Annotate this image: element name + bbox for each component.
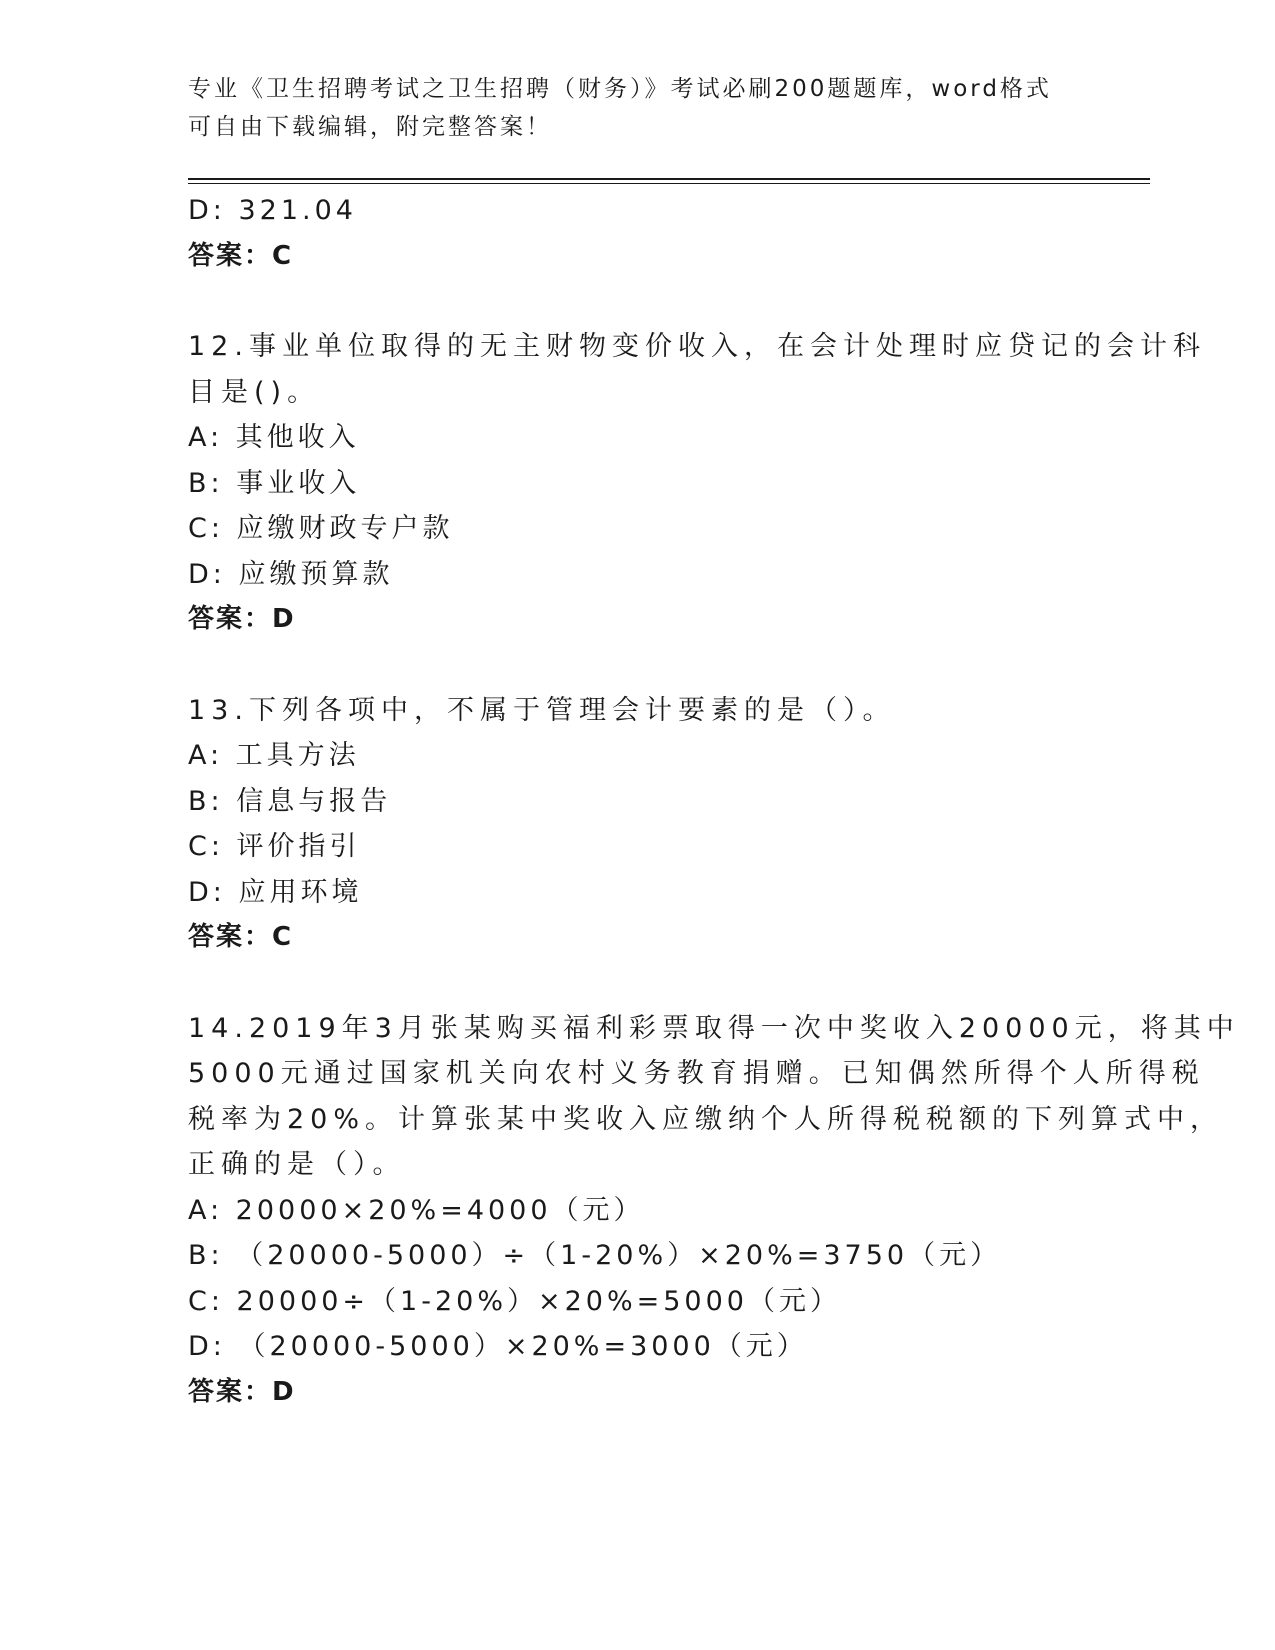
option-c: C: 应缴财政专户款	[188, 513, 454, 544]
option-d: D: （20000-5000）×20%=3000（元）	[188, 1331, 808, 1362]
option-a: A: 工具方法	[188, 740, 360, 771]
answer: 答案：D	[188, 604, 296, 634]
question-stem-line: 12.事业单位取得的无主财物变价收入，在会计处理时应贷记的会计科	[188, 331, 1206, 362]
header-divider	[188, 178, 1150, 180]
answer: 答案：D	[188, 1376, 296, 1407]
option-d: D: 应缴预算款	[188, 558, 394, 590]
spacer	[188, 643, 1088, 688]
option-c: C: 评价指引	[188, 831, 361, 862]
question-stem-line: 税率为20%。计算张某中奖收入应缴纳个人所得税税额的下列算式中，	[188, 1103, 1224, 1135]
page-header: 专业《卫生招聘考试之卫生招聘（财务）》考试必刷200题题库，word格式可自由下载编辑，附完整答案！	[188, 76, 1052, 140]
option-d: D: 应用环境	[188, 876, 363, 908]
option-b: B: 事业收入	[188, 467, 361, 499]
prev-answer: 答案：C	[188, 240, 294, 271]
answer: 答案：C	[188, 922, 294, 952]
header-divider-thin	[188, 183, 1150, 184]
prev-option-d: D: 321.04	[188, 195, 357, 226]
spacer	[188, 961, 1088, 1006]
question-13	[188, 688, 1088, 961]
question-stem-line: 5000元通过国家机关向农村义务教育捐赠。已知偶然所得个人所得税	[188, 1058, 1205, 1089]
question-stem-line: 13.下列各项中，不属于管理会计要素的是（）。	[188, 694, 896, 726]
option-b: B: 信息与报告	[188, 785, 392, 817]
option-c: C: 20000÷（1-20%）×20%=5000（元）	[188, 1285, 841, 1317]
option-a: A: 20000×20%=4000（元）	[188, 1194, 645, 1226]
question-stem-line: 目是()。	[188, 376, 321, 408]
spacer	[188, 279, 1088, 324]
option-b: B: （20000-5000）÷（1-20%）×20%=3750（元）	[188, 1240, 1002, 1271]
question-12	[188, 324, 1206, 643]
question-stem-line: 14.2019年3月张某购买福利彩票取得一次中奖收入20000元，将其中	[188, 1012, 1240, 1044]
option-a: A: 其他收入	[188, 422, 360, 453]
question-content	[188, 188, 1240, 1415]
question-14	[188, 1006, 1240, 1416]
question-stem-line: 正确的是（）。	[188, 1149, 406, 1180]
